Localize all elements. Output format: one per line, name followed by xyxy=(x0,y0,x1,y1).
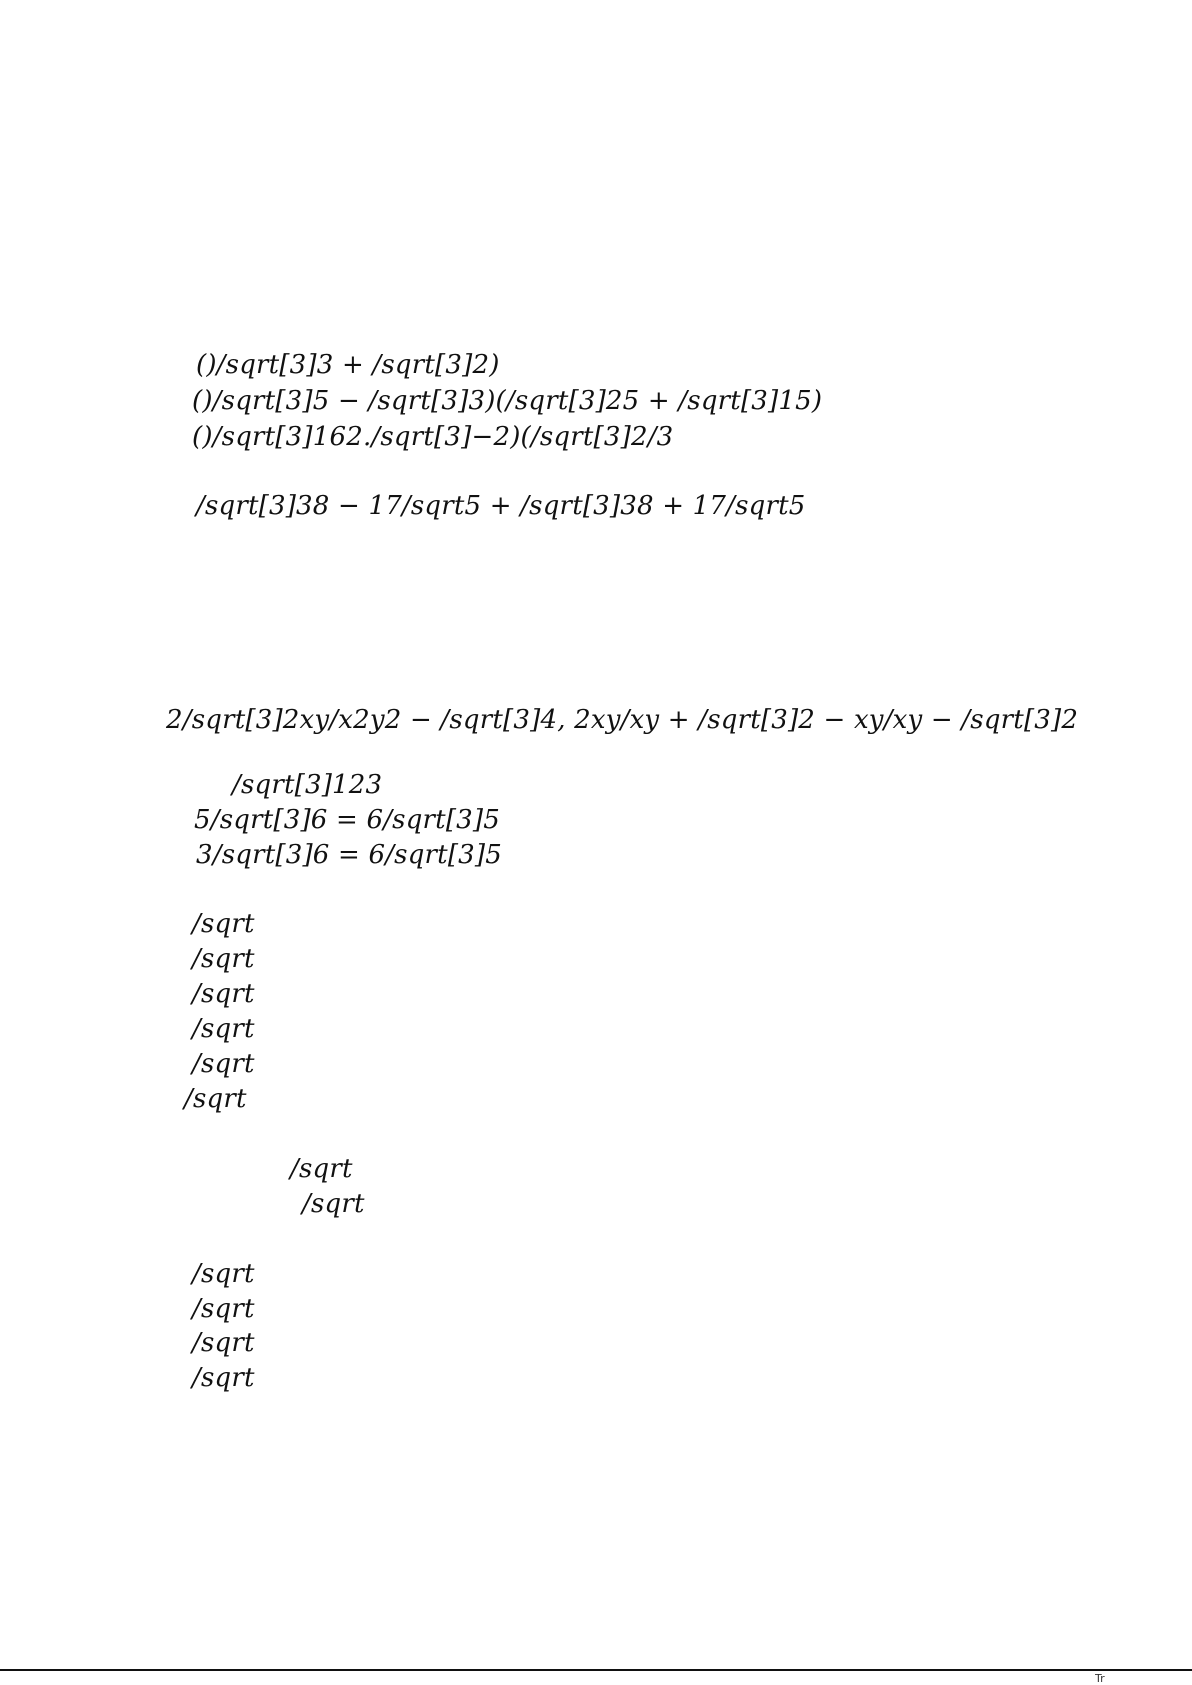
sqrt-line-11: /sqrt xyxy=(192,1328,255,1358)
formula-line-7: 5/sqrt[3]6 = 6/sqrt[3]5 xyxy=(194,805,500,835)
sqrt-line-5: /sqrt xyxy=(192,1049,255,1079)
formula-line-4: /sqrt[3]38 − 17/sqrt5 + /sqrt[3]38 + 17/sqrt5 xyxy=(196,491,806,521)
sqrt-line-2: /sqrt xyxy=(192,944,255,974)
sqrt-line-6: /sqrt xyxy=(184,1084,247,1114)
sqrt-line-12: /sqrt xyxy=(192,1363,255,1393)
sqrt-line-3: /sqrt xyxy=(192,979,255,1009)
formula-line-8: 3/sqrt[3]6 = 6/sqrt[3]5 xyxy=(196,840,502,870)
page-bottom-rule xyxy=(0,1669,1192,1671)
sqrt-line-8: /sqrt xyxy=(302,1189,365,1219)
formula-line-5: 2/sqrt[3]2xy/x2y2 − /sqrt[3]4, 2xy/xy + /sqrt[3]2 − xy/xy − /sqrt[3]2 xyxy=(166,705,1079,735)
footer-text: Tr xyxy=(1095,1672,1105,1685)
formula-line-6: /sqrt[3]123 xyxy=(232,770,383,800)
sqrt-line-10: /sqrt xyxy=(192,1294,255,1324)
sqrt-line-7: /sqrt xyxy=(290,1154,353,1184)
sqrt-line-9: /sqrt xyxy=(192,1259,255,1289)
sqrt-line-4: /sqrt xyxy=(192,1014,255,1044)
formula-line-3: ()/sqrt[3]162./sqrt[3]−2)(/sqrt[3]2/3 xyxy=(192,422,674,452)
sqrt-line-1: /sqrt xyxy=(192,909,255,939)
formula-line-1: ()/sqrt[3]3 + /sqrt[3]2) xyxy=(196,350,500,380)
formula-line-2: ()/sqrt[3]5 − /sqrt[3]3)(/sqrt[3]25 + /sqrt[3]15) xyxy=(192,386,823,416)
